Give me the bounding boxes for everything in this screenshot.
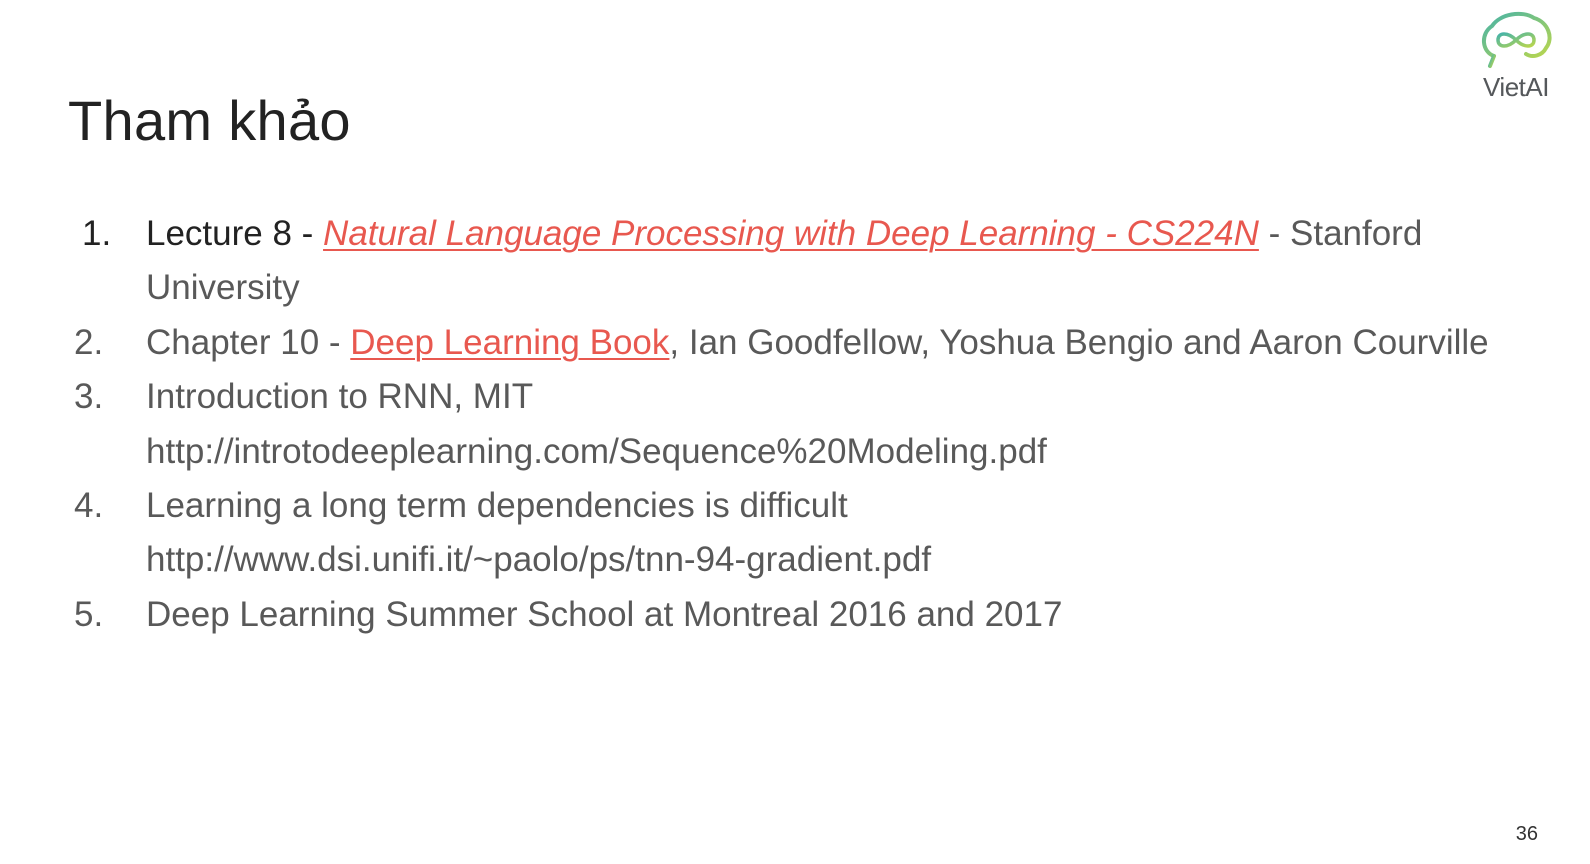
reference-item-2 xyxy=(0,316,1560,370)
reference-suffix: , Ian Goodfellow, Yoshua Bengio and Aaron Courville xyxy=(669,322,1489,362)
reference-text: Deep Learning Summer School at Montreal 2016 and 2017 xyxy=(146,594,1063,634)
reference-prefix: Chapter 10 - xyxy=(146,322,351,362)
deep-learning-book-link[interactable]: Deep Learning Book xyxy=(350,322,670,362)
reference-item-4 xyxy=(0,479,1560,588)
brain-infinity-icon xyxy=(1476,8,1556,72)
vietai-logo xyxy=(1476,8,1556,104)
logo-text: VietAI xyxy=(1483,72,1549,102)
reference-list xyxy=(0,207,1560,642)
slide-title: Tham khảo xyxy=(68,89,351,152)
reference-text: Learning a long term dependencies is difficult xyxy=(146,486,848,526)
reference-number: 5. xyxy=(74,594,104,634)
cs224n-link[interactable]: Natural Language Processing with Deep Learning - CS224N xyxy=(323,214,1259,253)
reference-url: http://introtodeeplearning.com/Sequence%20Modeling.pdf xyxy=(146,431,1047,471)
reference-item-1 xyxy=(0,207,1560,316)
reference-suffix: - Stanford University xyxy=(146,214,1423,308)
reference-number: 3. xyxy=(74,377,104,417)
reference-number: 4. xyxy=(74,486,104,526)
reference-item-3 xyxy=(0,370,1560,479)
reference-number: 1. xyxy=(82,214,112,253)
reference-item-5 xyxy=(0,588,1560,642)
reference-number: 2. xyxy=(74,322,104,362)
page-number: 36 xyxy=(1515,823,1538,845)
reference-text: Introduction to RNN, MIT xyxy=(146,377,534,417)
reference-url: http://www.dsi.unifi.it/~paolo/ps/tnn-94-gradient.pdf xyxy=(146,540,932,580)
reference-prefix: Lecture 8 - xyxy=(146,214,324,253)
